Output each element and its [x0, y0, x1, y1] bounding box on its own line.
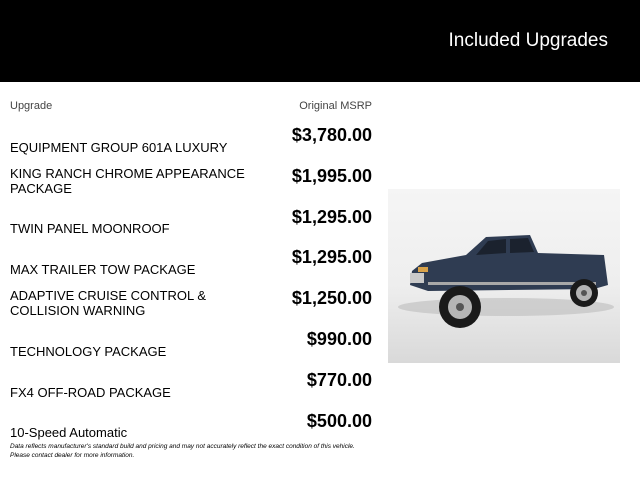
upgrade-price: $3,780.00 [291, 125, 372, 145]
upgrade-row [0, 159, 385, 200]
upgrade-name: ADAPTIVE CRUISE CONTROL & COLLISION WARNING [10, 287, 206, 318]
vehicle-photo [388, 189, 620, 363]
upgrade-name: 10-Speed Automatic [10, 425, 128, 441]
upgrade-name: TWIN PANEL MOONROOF [10, 221, 170, 237]
upgrade-row [0, 200, 385, 241]
disclaimer-line-1: Data reflects manufacturer's standard build and pricing and may not accurately reflect the exact condition of this vehicle. [10, 443, 355, 450]
upgrade-price: $770.00 [306, 369, 372, 390]
pickup-truck-photo [388, 189, 620, 363]
upgrade-row [0, 404, 385, 445]
upgrade-name: KING RANCH CHROME APPEARANCE PACKAGE [10, 165, 245, 196]
disclaimer [10, 442, 380, 460]
upgrade-name: FX4 OFF-ROAD PACKAGE [10, 384, 171, 400]
disclaimer-line-2: Please contact dealer for more information. [10, 452, 135, 459]
header-bar [0, 0, 640, 82]
upgrade-price: $1,250.00 [291, 288, 372, 309]
upgrade-name: TECHNOLOGY PACKAGE [10, 343, 167, 359]
page-title: Included Upgrades [448, 30, 608, 51]
upgrade-row [0, 363, 385, 404]
upgrade-price: $990.00 [306, 328, 372, 349]
upgrade-row [0, 281, 385, 322]
upgrade-price: $1,295.00 [291, 247, 372, 268]
upgrade-name: EQUIPMENT GROUP 601A LUXURY [10, 139, 228, 155]
upgrade-row [0, 240, 385, 281]
column-header-msrp: Original MSRP [299, 100, 372, 112]
column-header-upgrade: Upgrade [10, 100, 53, 112]
upgrade-price: $1,995.00 [291, 165, 372, 186]
upgrade-row [0, 322, 385, 363]
upgrade-price: $500.00 [306, 410, 372, 431]
upgrade-row [0, 118, 385, 159]
upgrade-name: MAX TRAILER TOW PACKAGE [10, 262, 196, 278]
upgrades-list [0, 118, 385, 444]
upgrade-price: $1,295.00 [291, 206, 372, 227]
